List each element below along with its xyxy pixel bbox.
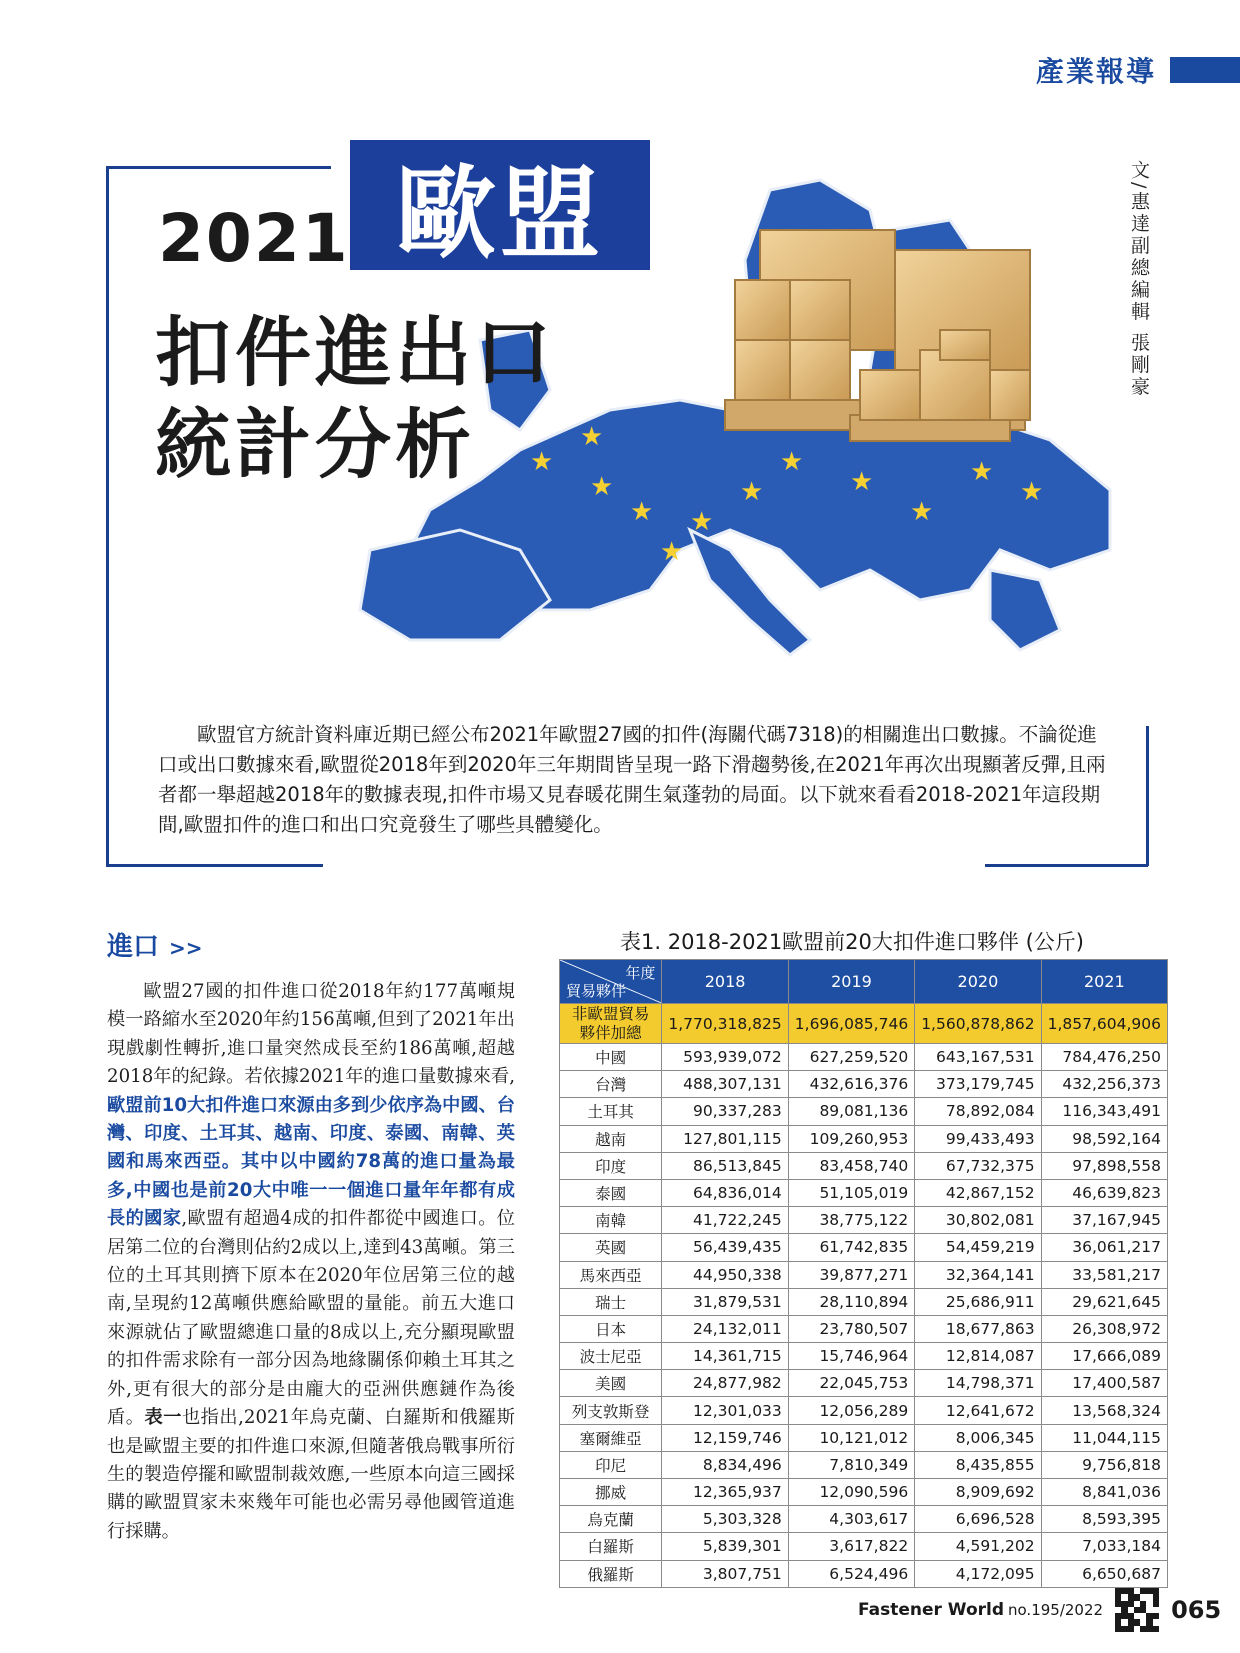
partner-cell: 印尼 bbox=[560, 1451, 662, 1478]
partner-cell: 台灣 bbox=[560, 1071, 662, 1098]
value-cell: 432,616,376 bbox=[788, 1071, 914, 1098]
value-cell: 97,898,558 bbox=[1041, 1152, 1167, 1179]
issue-number: no.195/2022 bbox=[1008, 1601, 1104, 1619]
body-text: 歐盟27國的扣件進口從2018年約177萬噸規模一路縮水至2020年約156萬噸,但到了2021年出現戲劇性轉折,進口量突然成長至約186萬噸,超越2018年的紀錄。若依據2021年的進口量數據來看, bbox=[107, 981, 515, 1088]
value-cell: 6,696,528 bbox=[915, 1506, 1041, 1533]
value-cell: 56,439,435 bbox=[662, 1234, 788, 1261]
double-chevron-icon: >> bbox=[169, 936, 203, 960]
svg-text:★: ★ bbox=[910, 497, 934, 527]
table-reference: 表一 bbox=[144, 1407, 182, 1429]
value-cell: 8,593,395 bbox=[1041, 1506, 1167, 1533]
table-row bbox=[560, 1207, 1168, 1234]
body-highlight: 歐盟前10大扣件進口來源由多到少依序為中國、台灣、印度、土耳其、越南、印度、泰國、南韓、英國和馬來西亞。其中以中國約78萬的進口量為最多,中國也是前20大中唯一一個進口量年年都有成長的國家 bbox=[107, 1094, 515, 1230]
table-row bbox=[560, 1533, 1168, 1560]
frame-line bbox=[106, 864, 323, 867]
value-cell: 4,591,202 bbox=[915, 1533, 1041, 1560]
value-cell: 127,801,115 bbox=[662, 1125, 788, 1152]
value-cell: 89,081,136 bbox=[788, 1098, 914, 1125]
value-cell: 51,105,019 bbox=[788, 1179, 914, 1206]
value-cell: 25,686,911 bbox=[915, 1288, 1041, 1315]
value-cell: 5,303,328 bbox=[662, 1506, 788, 1533]
page-footer bbox=[858, 1588, 1221, 1632]
value-cell: 41,722,245 bbox=[662, 1207, 788, 1234]
value-cell: 54,459,219 bbox=[915, 1234, 1041, 1261]
section-label: 產業報導 bbox=[1035, 55, 1156, 88]
value-cell: 1,560,878,862 bbox=[915, 1004, 1041, 1044]
table-row bbox=[560, 1288, 1168, 1315]
value-cell: 5,839,301 bbox=[662, 1533, 788, 1560]
value-cell: 30,802,081 bbox=[915, 1207, 1041, 1234]
value-cell: 7,033,184 bbox=[1041, 1533, 1167, 1560]
value-cell: 4,303,617 bbox=[788, 1506, 914, 1533]
svg-text:★: ★ bbox=[590, 472, 614, 502]
partner-cell: 南韓 bbox=[560, 1207, 662, 1234]
value-cell: 643,167,531 bbox=[915, 1044, 1041, 1071]
svg-text:★: ★ bbox=[740, 477, 764, 507]
svg-text:★: ★ bbox=[970, 457, 994, 487]
corner-partner-label: 貿易夥伴 bbox=[566, 982, 627, 1000]
svg-text:★: ★ bbox=[630, 497, 654, 527]
value-cell: 31,879,531 bbox=[662, 1288, 788, 1315]
qr-code-icon bbox=[1115, 1588, 1159, 1632]
value-cell: 86,513,845 bbox=[662, 1152, 788, 1179]
partner-cell: 馬來西亞 bbox=[560, 1261, 662, 1288]
table-row bbox=[560, 1179, 1168, 1206]
value-cell: 1,696,085,746 bbox=[788, 1004, 914, 1044]
magazine-name: Fastener World bbox=[858, 1600, 1005, 1620]
svg-text:★: ★ bbox=[850, 467, 874, 497]
table-row bbox=[560, 1315, 1168, 1342]
value-cell: 8,841,036 bbox=[1041, 1479, 1167, 1506]
svg-text:★: ★ bbox=[530, 447, 554, 477]
year-header: 2020 bbox=[915, 960, 1041, 1004]
value-cell: 61,742,835 bbox=[788, 1234, 914, 1261]
year-header: 2021 bbox=[1041, 960, 1167, 1004]
table-row bbox=[560, 1044, 1168, 1071]
partner-cell bbox=[560, 1004, 662, 1044]
value-cell: 98,592,164 bbox=[1041, 1125, 1167, 1152]
title-line-2: 扣件進出口 bbox=[155, 308, 555, 397]
value-cell: 83,458,740 bbox=[788, 1152, 914, 1179]
page-number: 065 bbox=[1171, 1596, 1222, 1624]
value-cell: 22,045,753 bbox=[788, 1370, 914, 1397]
partner-cell: 中國 bbox=[560, 1044, 662, 1071]
value-cell: 13,568,324 bbox=[1041, 1397, 1167, 1424]
value-cell: 15,746,964 bbox=[788, 1343, 914, 1370]
value-cell: 17,666,089 bbox=[1041, 1343, 1167, 1370]
value-cell: 14,798,371 bbox=[915, 1370, 1041, 1397]
value-cell: 6,524,496 bbox=[788, 1560, 914, 1587]
svg-text:★: ★ bbox=[580, 422, 604, 452]
value-cell: 12,814,087 bbox=[915, 1343, 1041, 1370]
value-cell: 8,834,496 bbox=[662, 1451, 788, 1478]
table-row bbox=[560, 1370, 1168, 1397]
value-cell: 14,361,715 bbox=[662, 1343, 788, 1370]
value-cell: 18,677,863 bbox=[915, 1315, 1041, 1342]
value-cell: 3,617,822 bbox=[788, 1533, 914, 1560]
value-cell: 39,877,271 bbox=[788, 1261, 914, 1288]
table-row bbox=[560, 1479, 1168, 1506]
value-cell: 64,836,014 bbox=[662, 1179, 788, 1206]
value-cell: 28,110,894 bbox=[788, 1288, 914, 1315]
partner-cell: 美國 bbox=[560, 1370, 662, 1397]
value-cell: 38,775,122 bbox=[788, 1207, 914, 1234]
value-cell: 99,433,493 bbox=[915, 1125, 1041, 1152]
partner-cell: 列支敦斯登 bbox=[560, 1397, 662, 1424]
table-row bbox=[560, 1071, 1168, 1098]
value-cell: 6,650,687 bbox=[1041, 1560, 1167, 1587]
svg-text:★: ★ bbox=[780, 447, 804, 477]
value-cell: 26,308,972 bbox=[1041, 1315, 1167, 1342]
partner-cell: 白羅斯 bbox=[560, 1533, 662, 1560]
value-cell: 78,892,084 bbox=[915, 1098, 1041, 1125]
value-cell: 36,061,217 bbox=[1041, 1234, 1167, 1261]
value-cell: 593,939,072 bbox=[662, 1044, 788, 1071]
value-cell: 90,337,283 bbox=[662, 1098, 788, 1125]
value-cell: 17,400,587 bbox=[1041, 1370, 1167, 1397]
frame-line bbox=[1146, 726, 1149, 866]
partner-cell: 泰國 bbox=[560, 1179, 662, 1206]
value-cell: 4,172,095 bbox=[915, 1560, 1041, 1587]
partner-name-line: 夥伴加總 bbox=[579, 1023, 642, 1042]
value-cell: 8,006,345 bbox=[915, 1424, 1041, 1451]
value-cell: 7,810,349 bbox=[788, 1451, 914, 1478]
body-text: 也指出,2021年烏克蘭、白羅斯和俄羅斯也是歐盟主要的扣件進口來源,但隨著俄烏戰事所衍生的製造停擺和歐盟制裁效應,一些原本向這三國採購的歐盟買家未來幾年可能也必需另尋他國管道進行採購。 bbox=[107, 1407, 515, 1542]
partner-cell: 挪威 bbox=[560, 1479, 662, 1506]
value-cell: 37,167,945 bbox=[1041, 1207, 1167, 1234]
value-cell: 10,121,012 bbox=[788, 1424, 914, 1451]
svg-text:★: ★ bbox=[690, 507, 714, 537]
value-cell: 24,132,011 bbox=[662, 1315, 788, 1342]
article-body bbox=[107, 978, 515, 1546]
value-cell: 1,770,318,825 bbox=[662, 1004, 788, 1044]
value-cell: 627,259,520 bbox=[788, 1044, 914, 1071]
value-cell: 12,301,033 bbox=[662, 1397, 788, 1424]
section-heading-text: 進口 bbox=[107, 932, 160, 962]
table-row bbox=[560, 1098, 1168, 1125]
partner-cell: 瑞士 bbox=[560, 1288, 662, 1315]
value-cell: 12,056,289 bbox=[788, 1397, 914, 1424]
value-cell: 23,780,507 bbox=[788, 1315, 914, 1342]
section-heading bbox=[107, 926, 203, 963]
intro-text: 歐盟官方統計資料庫近期已經公布2021年歐盟27國的扣件(海關代碼7318)的相關進出口數據。不論從進口或出口數據來看,歐盟從2018年到2020年三年期間皆呈現一路下滑趨勢後,在2021年再次出現顯著反彈,且兩者都一舉超越2018年的數據表現,扣件市場又見春暖花開生氣蓬勃的局面。以下就來看看2018-2021年這段期間,歐盟扣件的進口和出口究竟發生了哪些具體變化。 bbox=[158, 723, 1106, 836]
value-cell: 24,877,982 bbox=[662, 1370, 788, 1397]
frame-line bbox=[985, 864, 1148, 867]
partner-cell: 塞爾維亞 bbox=[560, 1424, 662, 1451]
intro-paragraph bbox=[158, 720, 1108, 840]
table-row bbox=[560, 1451, 1168, 1478]
frame-line bbox=[106, 166, 331, 169]
section-bar bbox=[1170, 57, 1240, 83]
title-year: 2021 bbox=[158, 200, 350, 277]
value-cell: 432,256,373 bbox=[1041, 1071, 1167, 1098]
table-header-row bbox=[560, 960, 1168, 1004]
value-cell: 29,621,645 bbox=[1041, 1288, 1167, 1315]
table-row bbox=[560, 1343, 1168, 1370]
value-cell: 42,867,152 bbox=[915, 1179, 1041, 1206]
table-title: 表1. 2018-2021歐盟前20大扣件進口夥伴 (公斤) bbox=[620, 930, 1084, 954]
table-row bbox=[560, 1506, 1168, 1533]
value-cell: 784,476,250 bbox=[1041, 1044, 1167, 1071]
byline: 文/惠達副總編輯 張剛豪 bbox=[1128, 160, 1150, 399]
value-cell: 46,639,823 bbox=[1041, 1179, 1167, 1206]
value-cell: 109,260,953 bbox=[788, 1125, 914, 1152]
value-cell: 488,307,131 bbox=[662, 1071, 788, 1098]
title-line-3: 統計分析 bbox=[155, 400, 475, 489]
table-row bbox=[560, 1424, 1168, 1451]
value-cell: 373,179,745 bbox=[915, 1071, 1041, 1098]
section-tag bbox=[1036, 50, 1240, 90]
table-row bbox=[560, 1125, 1168, 1152]
value-cell: 44,950,338 bbox=[662, 1261, 788, 1288]
value-cell: 8,435,855 bbox=[915, 1451, 1041, 1478]
partner-cell: 土耳其 bbox=[560, 1098, 662, 1125]
value-cell: 3,807,751 bbox=[662, 1560, 788, 1587]
table-row bbox=[560, 1397, 1168, 1424]
body-text: ,歐盟有超過4成的扣件都從中國進口。位居第二位的台灣則佔約2成以上,達到43萬噸。第三位的土耳其則擠下原本在2020年位居第三位的越南,呈現約12萬噸供應給歐盟的量能。前五大進口來源就佔了歐盟總進口量的8成以上,充分顯現歐盟的扣件需求除有一部分因為地緣關係仰賴土耳其之外,更有很大的部分是由龐大的亞洲供應鏈作為後盾。 bbox=[107, 1208, 515, 1429]
partner-cell: 英國 bbox=[560, 1234, 662, 1261]
value-cell: 116,343,491 bbox=[1041, 1098, 1167, 1125]
partner-cell: 波士尼亞 bbox=[560, 1343, 662, 1370]
value-cell: 32,364,141 bbox=[915, 1261, 1041, 1288]
value-cell: 11,044,115 bbox=[1041, 1424, 1167, 1451]
table-total-row bbox=[560, 1004, 1168, 1044]
svg-text:★: ★ bbox=[1020, 477, 1044, 507]
corner-year-label: 年度 bbox=[625, 964, 656, 982]
partner-cell: 印度 bbox=[560, 1152, 662, 1179]
partner-cell: 俄羅斯 bbox=[560, 1560, 662, 1587]
title-highlight-block bbox=[350, 140, 650, 270]
import-table bbox=[559, 959, 1168, 1588]
partner-cell: 烏克蘭 bbox=[560, 1506, 662, 1533]
table-corner-header bbox=[560, 960, 662, 1004]
table-row bbox=[560, 1234, 1168, 1261]
svg-text:★: ★ bbox=[660, 537, 684, 567]
partner-cell: 日本 bbox=[560, 1315, 662, 1342]
value-cell: 67,732,375 bbox=[915, 1152, 1041, 1179]
table-row bbox=[560, 1261, 1168, 1288]
value-cell: 12,641,672 bbox=[915, 1397, 1041, 1424]
value-cell: 33,581,217 bbox=[1041, 1261, 1167, 1288]
table-row bbox=[560, 1152, 1168, 1179]
value-cell: 12,159,746 bbox=[662, 1424, 788, 1451]
partner-cell: 越南 bbox=[560, 1125, 662, 1152]
value-cell: 12,090,596 bbox=[788, 1479, 914, 1506]
value-cell: 9,756,818 bbox=[1041, 1451, 1167, 1478]
value-cell: 8,909,692 bbox=[915, 1479, 1041, 1506]
year-header: 2018 bbox=[662, 960, 788, 1004]
title-highlight: 歐盟 bbox=[396, 155, 604, 272]
frame-line bbox=[106, 166, 109, 866]
value-cell: 12,365,937 bbox=[662, 1479, 788, 1506]
table-row bbox=[560, 1560, 1168, 1587]
partner-name-line: 非歐盟貿易 bbox=[571, 1004, 650, 1023]
year-header: 2019 bbox=[788, 960, 914, 1004]
value-cell: 1,857,604,906 bbox=[1041, 1004, 1167, 1044]
